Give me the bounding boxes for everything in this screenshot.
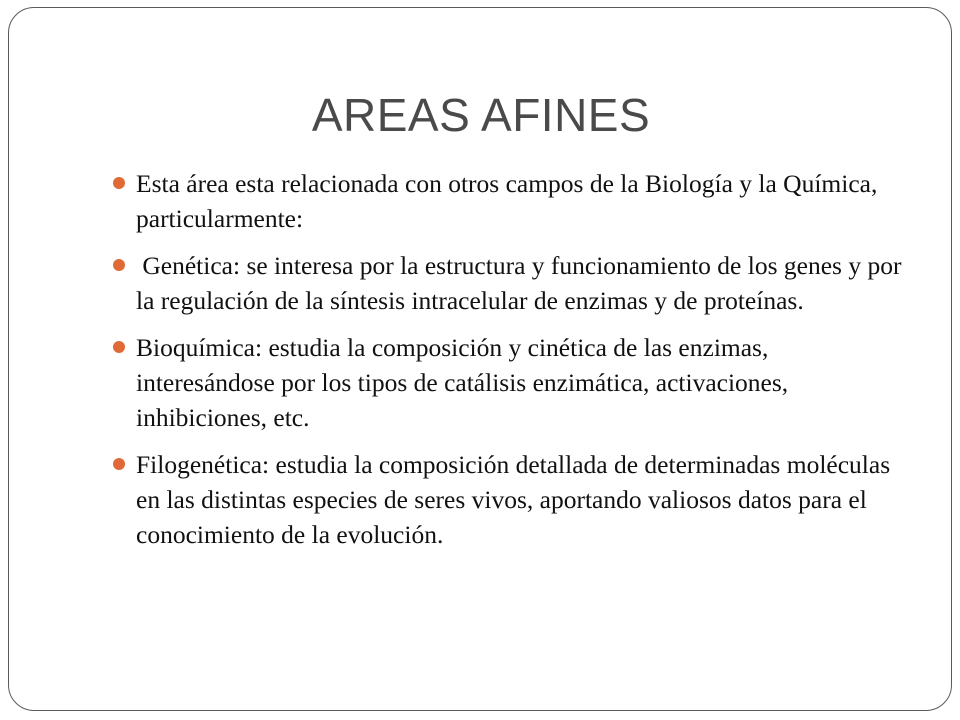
bullet-text: Genética: se interesa por la estructura y funcionamiento de los genes y por la regulación de la síntesis intracelular de enzimas y de proteínas. <box>136 251 902 315</box>
slide-title: AREAS AFINES <box>311 89 651 141</box>
bullet-item <box>106 166 906 236</box>
bullet-text: Bioquímica: estudia la composición y cinética de las enzimas, interesándose por los tipos de catálisis enzimática, activaciones, inhibiciones, etc. <box>136 333 789 432</box>
bullet-item <box>106 330 906 435</box>
bullet-dot-icon <box>113 458 125 470</box>
slide-frame <box>8 7 952 711</box>
bullet-item <box>106 248 906 318</box>
bullet-item <box>106 447 906 552</box>
bullet-text: Esta área esta relacionada con otros campos de la Biología y la Química, particularmente: <box>136 169 878 233</box>
bullet-dot-icon <box>113 259 125 271</box>
bullet-text: Filogenética: estudia la composición detallada de determinadas moléculas en las distintas especies de seres vivos, aportando valiosos datos para el conocimiento de la evolución. <box>136 450 891 549</box>
bullet-dot-icon <box>113 177 125 189</box>
bullet-list <box>106 166 906 564</box>
bullet-dot-icon <box>113 341 125 353</box>
